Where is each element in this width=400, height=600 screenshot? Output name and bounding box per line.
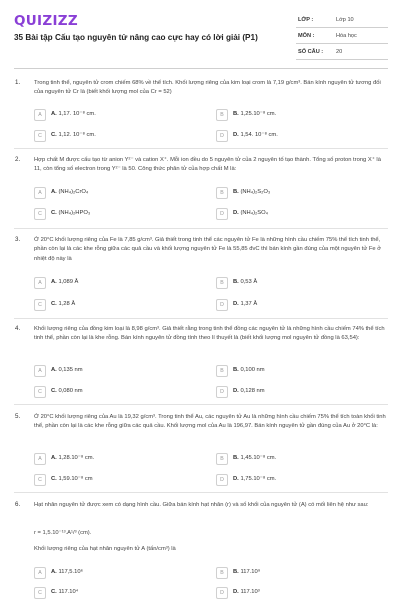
- option-text: 1,12. 10⁻⁸ cm.: [58, 132, 96, 138]
- option-badge: A: [34, 567, 46, 579]
- option-badge: B: [216, 187, 228, 199]
- meta-value: Hóa học: [336, 33, 357, 39]
- question-subtext: Khối lượng riêng của hạt nhân nguyên tử A (tấn/cm³) là: [34, 546, 176, 552]
- meta-subject: [296, 28, 388, 44]
- question-divider: [14, 148, 388, 149]
- option-badge: C: [34, 130, 46, 142]
- option-text: 1,25.10⁻⁸ cm.: [240, 111, 277, 117]
- option-text: 1,54. 10⁻⁸ cm.: [240, 132, 278, 138]
- page-header: [0, 0, 400, 64]
- option-text: 1,28 Å: [58, 301, 76, 307]
- meta-label: MÔN :: [298, 33, 315, 39]
- meta-label: LỚP :: [298, 17, 314, 23]
- option-badge: A: [34, 277, 46, 289]
- question-text: Trong tinh thể, nguyên tử crom chiếm 68% về thể tích. Khối lượng riêng của kim loại crom là 7,19 g/cm³. Bán kính nguyên tử tương đối của nguyên tử Cr là (biết khối lượng mol của Cr = 52): [34, 80, 381, 96]
- option-text: 1,75.10⁻⁸ cm.: [240, 476, 277, 482]
- question-number: 3.: [15, 236, 21, 243]
- option-text: 1,37 Å: [240, 301, 258, 307]
- option-text: 1,59.10⁻⁸ cm: [58, 476, 93, 482]
- meta-value: 20: [336, 49, 343, 55]
- question-divider: [14, 404, 388, 405]
- option-text: (NH₄)₂CrO₄: [58, 189, 89, 195]
- option-badge: B: [216, 365, 228, 377]
- option-badge: D: [216, 587, 228, 599]
- question-number: 2.: [15, 156, 21, 163]
- option-text: 117.10⁴: [58, 589, 79, 595]
- option-text: (NH₄)₂SO₄: [240, 210, 269, 216]
- question-text: Ở 20°C khối lượng riêng của Fe là 7,85 g/cm³. Giả thiết trong tinh thể các nguyên tử Fe là những hình cầu chiếm 75% thể tích tinh thể, phần còn lại là các khe rỗng giữa các quả cầu và khối lượng nguyên tử Fe là 55,85 đvC thì bán kính gần đúng của một nguyên tử Fe ở nhiệt độ này là: [34, 237, 381, 262]
- option-badge: A: [34, 365, 46, 377]
- option-badge: B: [216, 567, 228, 579]
- option-text: 1,17. 10⁻⁸ cm.: [58, 111, 96, 117]
- option-text: 0,100 nm: [240, 367, 265, 373]
- question-formula: r = 1,5.10⁻¹³.A¹/³ (cm).: [34, 530, 92, 536]
- option-badge: C: [34, 386, 46, 398]
- header-divider: [14, 68, 388, 69]
- option-badge: B: [216, 453, 228, 465]
- option-badge: D: [216, 299, 228, 311]
- option-badge: C: [34, 299, 46, 311]
- option-badge: A: [34, 453, 46, 465]
- option-badge: C: [34, 208, 46, 220]
- option-text: 0,135 nm: [58, 367, 83, 373]
- question-number: 6.: [15, 501, 21, 508]
- quizizz-logo: QUIZIZZ: [14, 13, 78, 29]
- option-text: 0,128 nm: [240, 388, 265, 394]
- option-badge: D: [216, 386, 228, 398]
- option-badge: A: [34, 187, 46, 199]
- option-text: 1,45.10⁻⁸ cm.: [240, 455, 277, 461]
- option-badge: D: [216, 474, 228, 486]
- option-text: 117.10⁹: [240, 569, 261, 575]
- question-number: 4.: [15, 325, 21, 332]
- option-text: 0,080 nm: [58, 388, 83, 394]
- page-title: 35 Bài tập Cấu tạo nguyên tử nâng cao cực hay có lời giải (P1): [14, 33, 258, 42]
- option-text: 1,089 Å: [58, 279, 79, 285]
- question-text: Hạt nhân nguyên tử được xem có dạng hình cầu. Giữa bán kính hạt nhân (r) và số khối của nguyên tử (A) có mối liên hệ như sau:: [34, 502, 369, 508]
- option-text: 117,5.10⁶: [58, 569, 83, 575]
- question-number: 1.: [15, 79, 21, 86]
- question-text: Ở 20°C khối lượng riêng của Au là 19,32 g/cm³. Trong tinh thể Au, các nguyên tử Au là những hình cầu chiếm 75% thể tích toàn khối tinh thể, phần còn lại là các khe rỗng giữa các quả cầu. Khối lượng mol của Au là 196,97. Bán kính nguyên tử gần đúng của Au ở 20°C là:: [34, 414, 386, 430]
- option-badge: C: [34, 474, 46, 486]
- option-text: 1,28.10⁻⁸ cm.: [58, 455, 95, 461]
- question-number: 5.: [15, 413, 21, 420]
- option-badge: B: [216, 277, 228, 289]
- question-divider: [14, 228, 388, 229]
- question-divider: [14, 318, 388, 319]
- option-text: (NH₄)₂S₂O₃: [240, 189, 271, 195]
- question-divider: [14, 492, 388, 493]
- option-text: 0,53 Å: [240, 279, 258, 285]
- question-text: Hợp chất M được cấu tạo từ anion Y²⁻ và cation X⁺. Mỗi ion đều do 5 nguyên tử của 2 nguyên tố tạo thành. Tổng số proton trong X⁺ là 11, còn tổng số electron trong Y²⁻ là 50. Công thức phân tử của hợp chất M là:: [34, 157, 381, 173]
- option-badge: D: [216, 208, 228, 220]
- option-badge: C: [34, 587, 46, 599]
- meta-question-count: [296, 44, 388, 60]
- option-text: (NH₄)₂HPO₃: [58, 210, 91, 216]
- option-text: 117.10³: [240, 589, 260, 595]
- meta-class: [296, 12, 388, 28]
- option-badge: D: [216, 130, 228, 142]
- meta-label: SỐ CÂU :: [298, 49, 324, 55]
- meta-value: Lớp 10: [336, 17, 354, 23]
- option-badge: A: [34, 109, 46, 121]
- question-text: Khối lượng riêng của đồng kim loại là 8,98 g/cm³. Giả thiết rằng trong tinh thể đồng các nguyên tử là những hình cầu chiếm 74% thể tích tinh thể, phần còn lại là khe rỗng. Bán kính nguyên tử đồng tính theo lí thuyết là (biết khối lượng mol nguyên tử đồng là 63,54):: [34, 326, 385, 342]
- option-badge: B: [216, 109, 228, 121]
